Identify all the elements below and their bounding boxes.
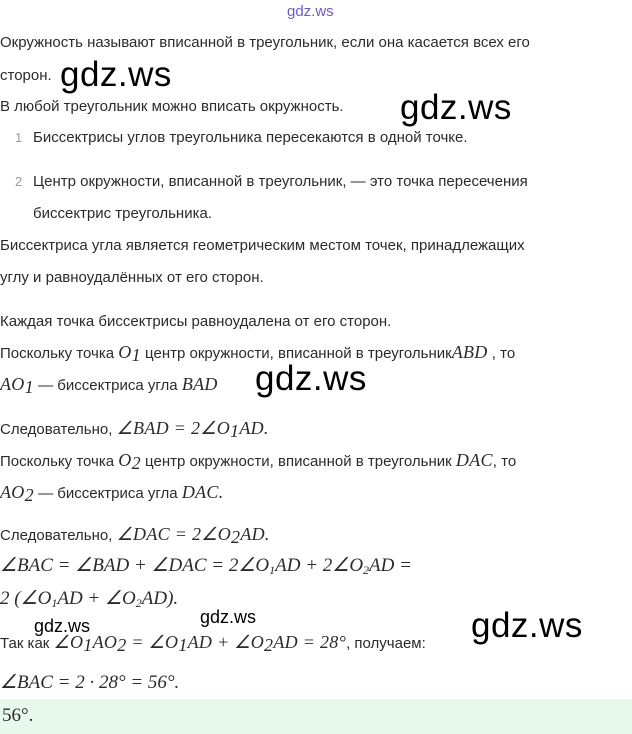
subscript: 1 (131, 345, 141, 365)
watermark: gdz.ws (200, 607, 257, 627)
math: AD = 28° (273, 632, 347, 652)
subscript: 1 (230, 421, 240, 441)
watermark: gdz.ws (255, 359, 367, 398)
subscript: 2 (117, 635, 127, 655)
text-line: углу и равноудалённых от его сторон. (0, 269, 264, 286)
math: ABD (451, 342, 488, 362)
text-line: Окружность называют вписанной в треугольник, если она касается всех его (0, 34, 530, 51)
subscript: 2 (231, 527, 241, 547)
text-line-math (0, 632, 426, 655)
text-line-math (0, 450, 516, 473)
text-line-math (0, 524, 270, 547)
math: DAC (455, 450, 493, 470)
text-line: В любой треугольник можно вписать окружность. (0, 98, 344, 115)
math: O (118, 342, 132, 362)
watermark: gdz.ws (60, 55, 172, 94)
math: AD + ∠O (57, 588, 136, 609)
text: , получаем: (346, 635, 426, 652)
subscript: 1 (178, 635, 188, 655)
list-item-continued: биссектрис треугольника. (33, 205, 212, 222)
text: — биссектриса угла (33, 377, 182, 394)
watermark: gdz.ws (400, 88, 512, 127)
watermark: gdz.ws (471, 606, 583, 645)
text: , то (492, 453, 517, 470)
subscript: 2 (135, 596, 142, 610)
subscript: 1 (269, 563, 276, 577)
answer-box (0, 699, 632, 734)
math: AD. (239, 418, 269, 438)
text: центр окружности, вписанной в треугольник (140, 453, 456, 470)
math: AD. (240, 524, 270, 544)
math: AO (0, 374, 25, 394)
math: AD = (369, 555, 412, 576)
text-line-math (0, 374, 218, 397)
text: Так как (0, 635, 54, 652)
subscript: 2 (131, 453, 141, 473)
subscript: 1 (24, 377, 34, 397)
math: ∠BAD = 2∠O (116, 418, 231, 438)
math: AD + 2∠O (275, 555, 364, 576)
list-number: 1 (15, 130, 23, 145)
math: = ∠O (126, 632, 179, 652)
math: ∠BAC = ∠BAD + ∠DAC = 2∠O (0, 555, 270, 576)
math: AD). (141, 588, 179, 609)
list-number: 2 (15, 174, 23, 189)
math: AD + ∠O (187, 632, 265, 652)
text-line-math (0, 418, 269, 441)
math: ∠O (53, 632, 84, 652)
text: Поскольку точка (0, 345, 119, 362)
text-line-math (0, 482, 224, 505)
math: AO (0, 482, 25, 502)
subscript: 1 (51, 596, 58, 610)
watermark-top: gdz.ws (287, 3, 334, 20)
text: Следовательно, (0, 421, 117, 438)
text: Следовательно, (0, 527, 117, 544)
text-line: Биссектриса угла является геометрическим местом точек, принадлежащих (0, 237, 525, 254)
math: AO (92, 632, 118, 652)
text: центр окружности, вписанной в треугольник (140, 345, 452, 362)
math: ∠BAC = 2 · 28° = 56°. (0, 672, 180, 693)
subscript: 2 (24, 485, 34, 505)
text: — биссектриса угла (33, 485, 182, 502)
text-line: сторон. (0, 67, 52, 84)
text-line: Каждая точка биссектрисы равноудалена от его сторон. (0, 313, 392, 330)
watermark: gdz.ws (34, 616, 91, 636)
subscript: 2 (363, 563, 370, 577)
math: DAC. (181, 482, 224, 502)
equation-line (0, 671, 179, 695)
subscript: 2 (264, 635, 274, 655)
list-item: Биссектрисы углов треугольника пересекаются в одной точке. (33, 129, 468, 146)
math: O (118, 450, 132, 470)
math: ∠DAC = 2∠O (116, 524, 232, 544)
subscript: 1 (83, 635, 93, 655)
equation-line (0, 587, 178, 615)
list-item: Центр окружности, вписанной в треугольник, — это точка пересечения (33, 173, 528, 190)
equation-line (0, 554, 412, 582)
math: 2 (∠O (0, 588, 52, 609)
text: Поскольку точка (0, 453, 119, 470)
text: , то (487, 345, 516, 362)
answer-value: 56°. (2, 705, 34, 726)
math: BAD (181, 374, 218, 394)
